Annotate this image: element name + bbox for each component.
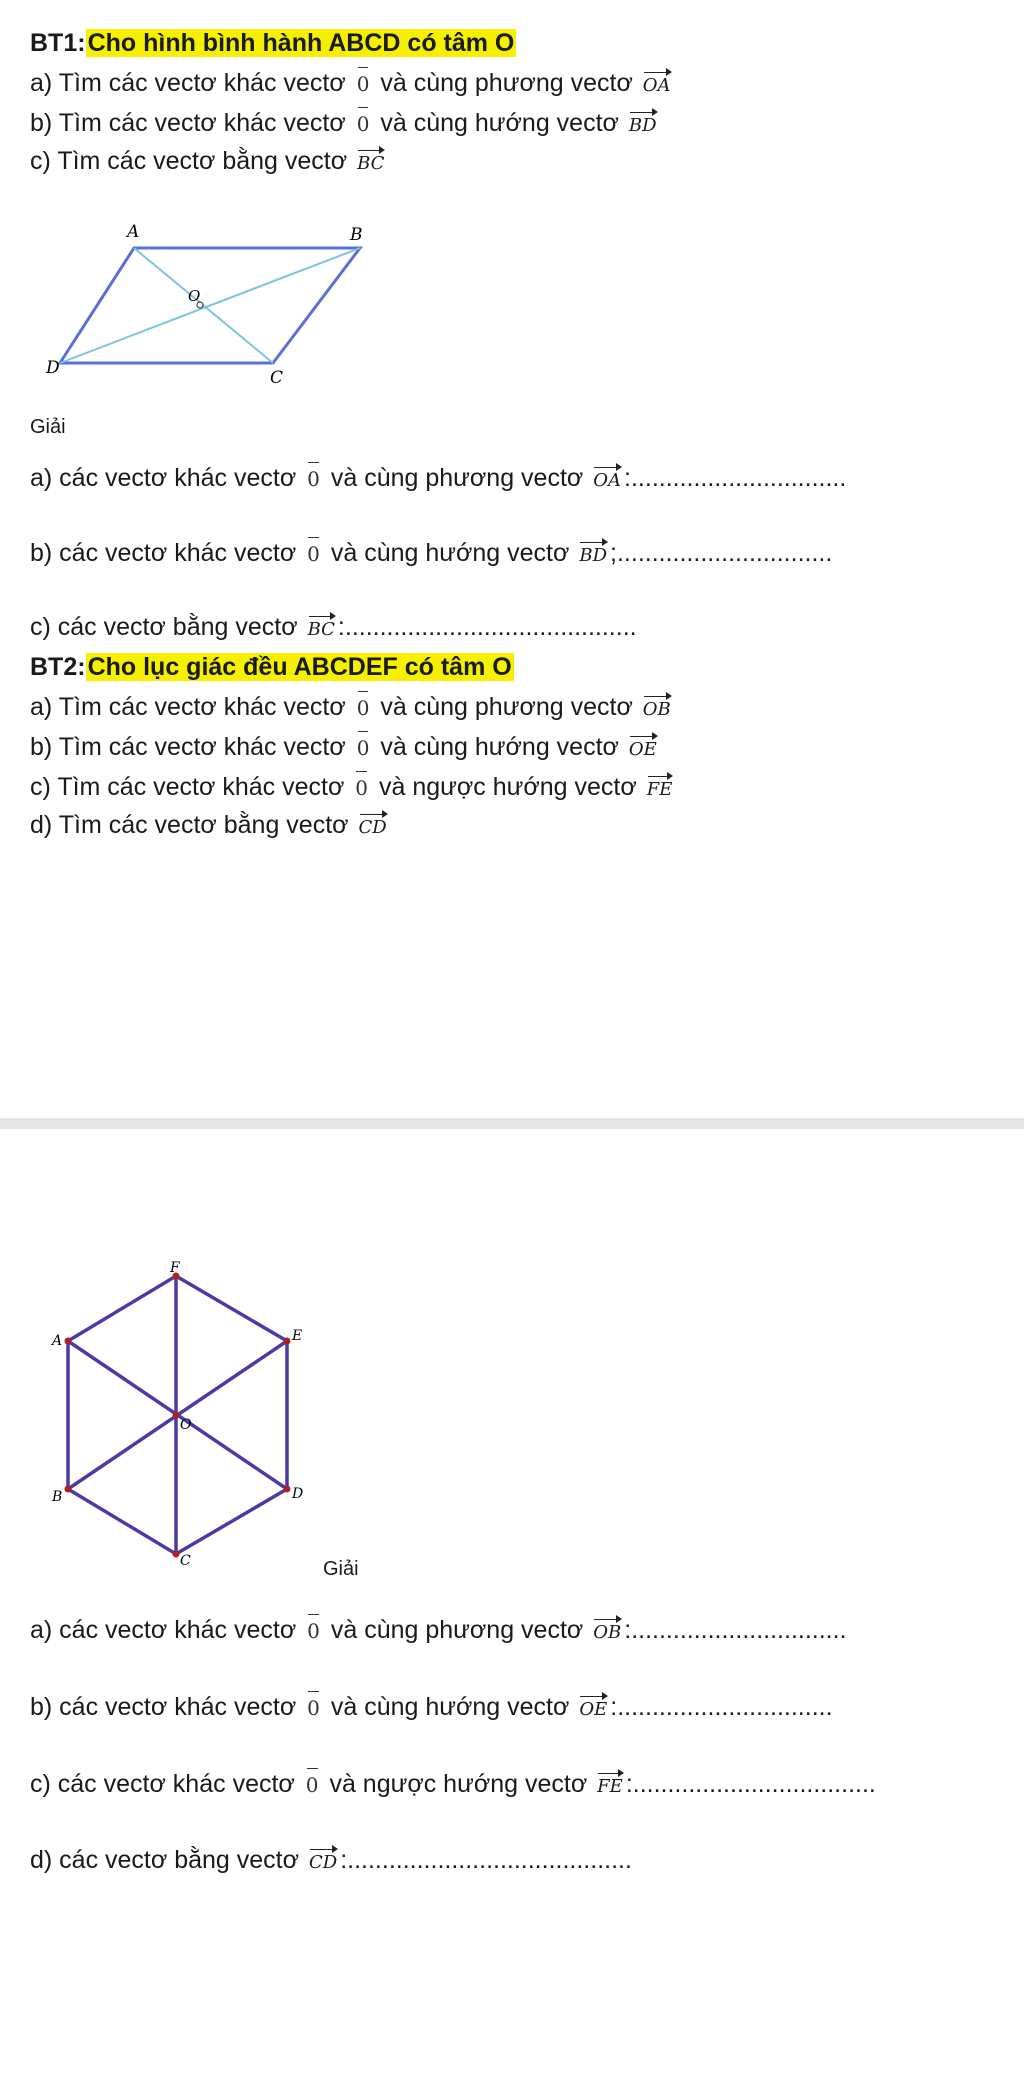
bt1-question-c: [30, 144, 387, 178]
bt2-question-b: [30, 730, 660, 765]
bt2-qd-text: d) Tìm các vectơ bằng vectơ: [30, 811, 349, 839]
vector-cd: CD: [308, 1852, 338, 1873]
bt1-question-a: [30, 66, 674, 101]
bt2-qc-text: c) Tìm các vectơ khác vectơ: [30, 773, 345, 801]
vector-oa: OA: [593, 470, 622, 491]
bt2-qa-mid: và cùng phương vectơ: [380, 693, 633, 721]
bt1-answer-b: [30, 536, 832, 571]
zero-vector: 0: [357, 67, 370, 101]
vector-cd: CD: [358, 817, 387, 838]
vertex-b: B: [52, 1489, 63, 1505]
vector-ob: OB: [642, 699, 671, 720]
bt1-aa-mid: và cùng phương vectơ: [330, 464, 584, 492]
vertex-e: E: [292, 1328, 303, 1344]
bt2-qb-text: b) Tìm các vectơ khác vectơ: [30, 733, 346, 761]
zero-vector: 0: [306, 1768, 319, 1802]
bt1-answer-c: [30, 610, 637, 644]
bt1-aa-text: a) các vectơ khác vectơ: [30, 464, 297, 492]
bt1-question-b: [30, 106, 660, 141]
bt2-ac-text: c) các vectơ khác vectơ: [30, 1770, 295, 1798]
vector-ob: OB: [593, 1622, 622, 1643]
zero-vector: 0: [355, 771, 368, 805]
answer-blank[interactable]: :...............................: [624, 1616, 847, 1644]
bt1-title-line: [30, 26, 516, 60]
answer-blank[interactable]: :..........................................: [337, 613, 637, 641]
bt1-qa-mid: và cùng phương vectơ: [380, 69, 633, 97]
zero-vector: 0: [357, 731, 370, 765]
center-label-o: O: [188, 287, 201, 305]
bt2-aa-text: a) các vectơ khác vectơ: [30, 1616, 297, 1644]
vertex-a: A: [127, 222, 140, 242]
zero-vector: 0: [307, 537, 320, 571]
parallelogram-figure: [30, 215, 390, 395]
zero-vector: 0: [307, 1614, 320, 1648]
vertex-d: D: [46, 358, 60, 378]
bt2-ab-mid: và cùng hướng vectơ: [330, 1693, 570, 1721]
bt2-aa-mid: và cùng phương vectơ: [330, 1616, 584, 1644]
vector-fe: FE: [597, 1776, 623, 1797]
page-divider: [0, 1118, 1024, 1129]
bt2-ad-text: d) các vectơ bằng vectơ: [30, 1846, 300, 1874]
bt2-giai: Giải: [323, 1558, 359, 1580]
bt2-answer-a: [30, 1613, 847, 1648]
zero-vector: 0: [357, 691, 370, 725]
bt1-ab-text: b) các vectơ khác vectơ: [30, 539, 297, 567]
zero-vector: 0: [357, 107, 370, 141]
bt2-qa-text: a) Tìm các vectơ khác vectơ: [30, 693, 346, 721]
bt2-question-d: [30, 808, 390, 842]
vector-bd: BD: [579, 545, 608, 566]
vertex-a: A: [52, 1333, 63, 1349]
vector-bc: BC: [307, 619, 335, 640]
bt2-answer-c: [30, 1767, 876, 1802]
vertex-b: B: [350, 225, 363, 245]
vector-fe: FE: [646, 779, 673, 800]
answer-blank[interactable]: :.........................................: [340, 1846, 632, 1874]
vector-oa: OA: [642, 75, 671, 96]
bt1-qb-mid: và cùng hướng vectơ: [380, 109, 619, 137]
vertex-o: O: [180, 1417, 192, 1433]
vertex-c: C: [180, 1553, 191, 1565]
answer-blank[interactable]: ;...............................: [610, 539, 833, 567]
bt1-ac-text: c) các vectơ bằng vectơ: [30, 613, 298, 641]
answer-blank[interactable]: :...............................: [624, 464, 847, 492]
bt2-title: Cho lục giác đều ABCDEF có tâm O: [87, 653, 512, 681]
bt1-ab-mid: và cùng hướng vectơ: [330, 539, 570, 567]
bt1-answer-a: [30, 461, 846, 496]
vertex-c: C: [270, 368, 284, 388]
bt2-ab-text: b) các vectơ khác vectơ: [30, 1693, 297, 1721]
bt2-answer-b: [30, 1690, 833, 1725]
answer-blank[interactable]: :...............................: [610, 1693, 833, 1721]
vector-oe: OE: [579, 1699, 608, 1720]
answer-blank[interactable]: :...................................: [625, 1770, 876, 1798]
bt2-qc-mid: và ngược hướng vectơ: [378, 773, 637, 801]
bt2-ac-mid: và ngược hướng vectơ: [329, 1770, 588, 1798]
bt2-question-c: [30, 770, 675, 805]
bt1-qa-text: a) Tìm các vectơ khác vectơ: [30, 69, 346, 97]
bt1-qb-text: b) Tìm các vectơ khác vectơ: [30, 109, 346, 137]
bt2-question-a: [30, 690, 674, 725]
bt1-giai: Giải: [30, 416, 66, 438]
bt1-qc-text: c) Tìm các vectơ bằng vectơ: [30, 147, 348, 175]
vertex-f: F: [170, 1260, 180, 1276]
bt1-label: BT1:: [30, 29, 86, 57]
vector-oe: OE: [628, 739, 657, 760]
bt2-qb-mid: và cùng hướng vectơ: [380, 733, 619, 761]
bt2-answer-d: [30, 1843, 632, 1877]
bt2-title-line: [30, 650, 514, 684]
zero-vector: 0: [307, 462, 320, 496]
bt1-title: Cho hình bình hành ABCD có tâm O: [87, 29, 515, 57]
hexagon-labels: [20, 1255, 320, 1565]
zero-vector: 0: [307, 1691, 320, 1725]
bt2-label: BT2:: [30, 653, 86, 681]
vector-bc: BC: [357, 153, 385, 174]
vertex-d: D: [292, 1486, 304, 1502]
vector-bd: BD: [628, 115, 657, 136]
